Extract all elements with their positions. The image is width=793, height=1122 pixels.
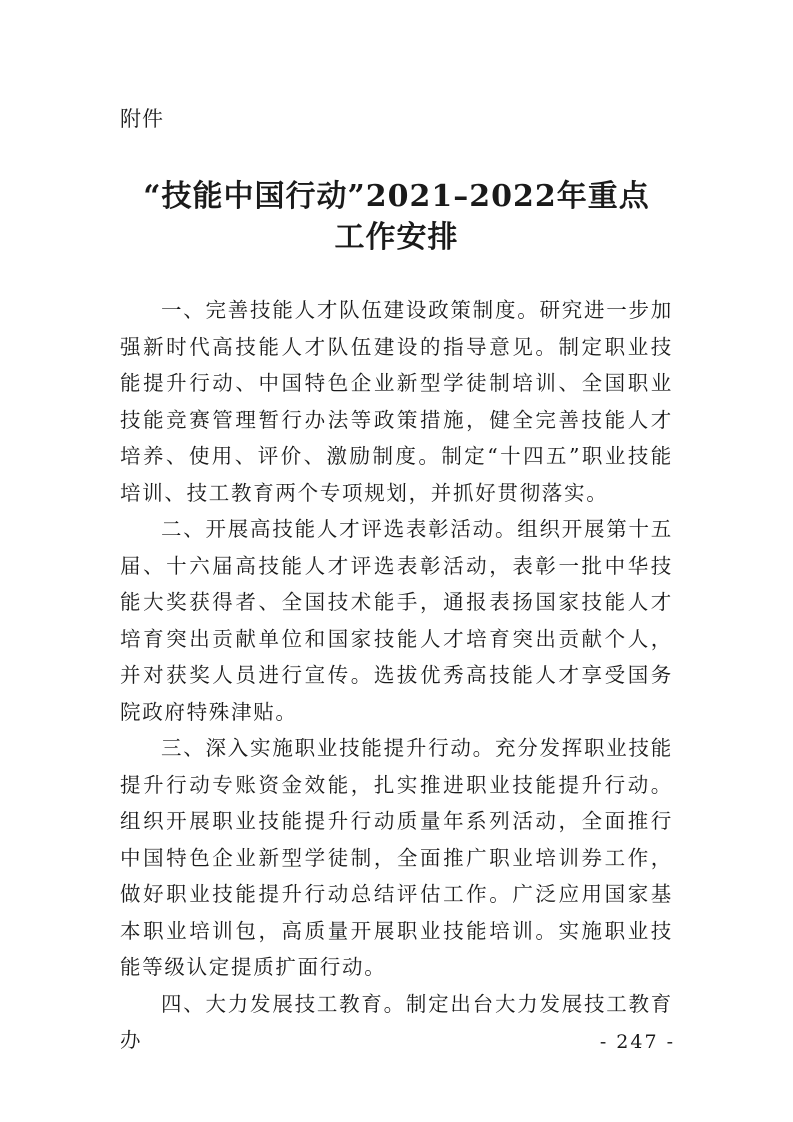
- attachment-label: 附件: [120, 107, 164, 131]
- paragraph-1: 一、完善技能人才队伍建设政策制度。研究进一步加强新时代高技能人才队伍建设的指导意见。制定职业技能提升行动、中国特色企业新型学徒制培训、全国职业技能竞赛管理暂行办法等政策措施，健全完善技能人才培养、使用、评价、激励制度。制定“十四五”职业技能培训、技工教育两个专项规划，并抓好贯彻落实。: [120, 298, 673, 505]
- document-title-line-2: 工作安排: [334, 220, 459, 255]
- page-number: - 247 -: [599, 1031, 675, 1053]
- paragraph-2: 二、开展高技能人才评选表彰活动。组织开展第十五届、十六届高技能人才评选表彰活动，表彰一批中华技能大奖获得者、全国技术能手，通报表扬国家技能人才培育突出贡献单位和国家技能人才培育突出贡献个人，并对获奖人员进行宣传。选拔优秀高技能人才享受国务院政府特殊津贴。: [120, 517, 673, 724]
- document-title-line-1: “技能中国行动”2021–2022年重点: [143, 179, 650, 214]
- document-body: [120, 292, 673, 1059]
- paragraph-3: 三、深入实施职业技能提升行动。充分发挥职业技能提升行动专账资金效能，扎实推进职业技能提升行动。组织开展职业技能提升行动质量年系列活动，全面推行中国特色企业新型学徒制，全面推广职业培训券工作，做好职业技能提升行动总结评估工作。广泛应用国家基本职业培训包，高质量开展职业技能培训。实施职业技能等级认定提质扩面行动。: [120, 736, 673, 979]
- paragraph-4: 四、大力发展技工教育。制定出台大力发展技工教育办: [120, 991, 673, 1052]
